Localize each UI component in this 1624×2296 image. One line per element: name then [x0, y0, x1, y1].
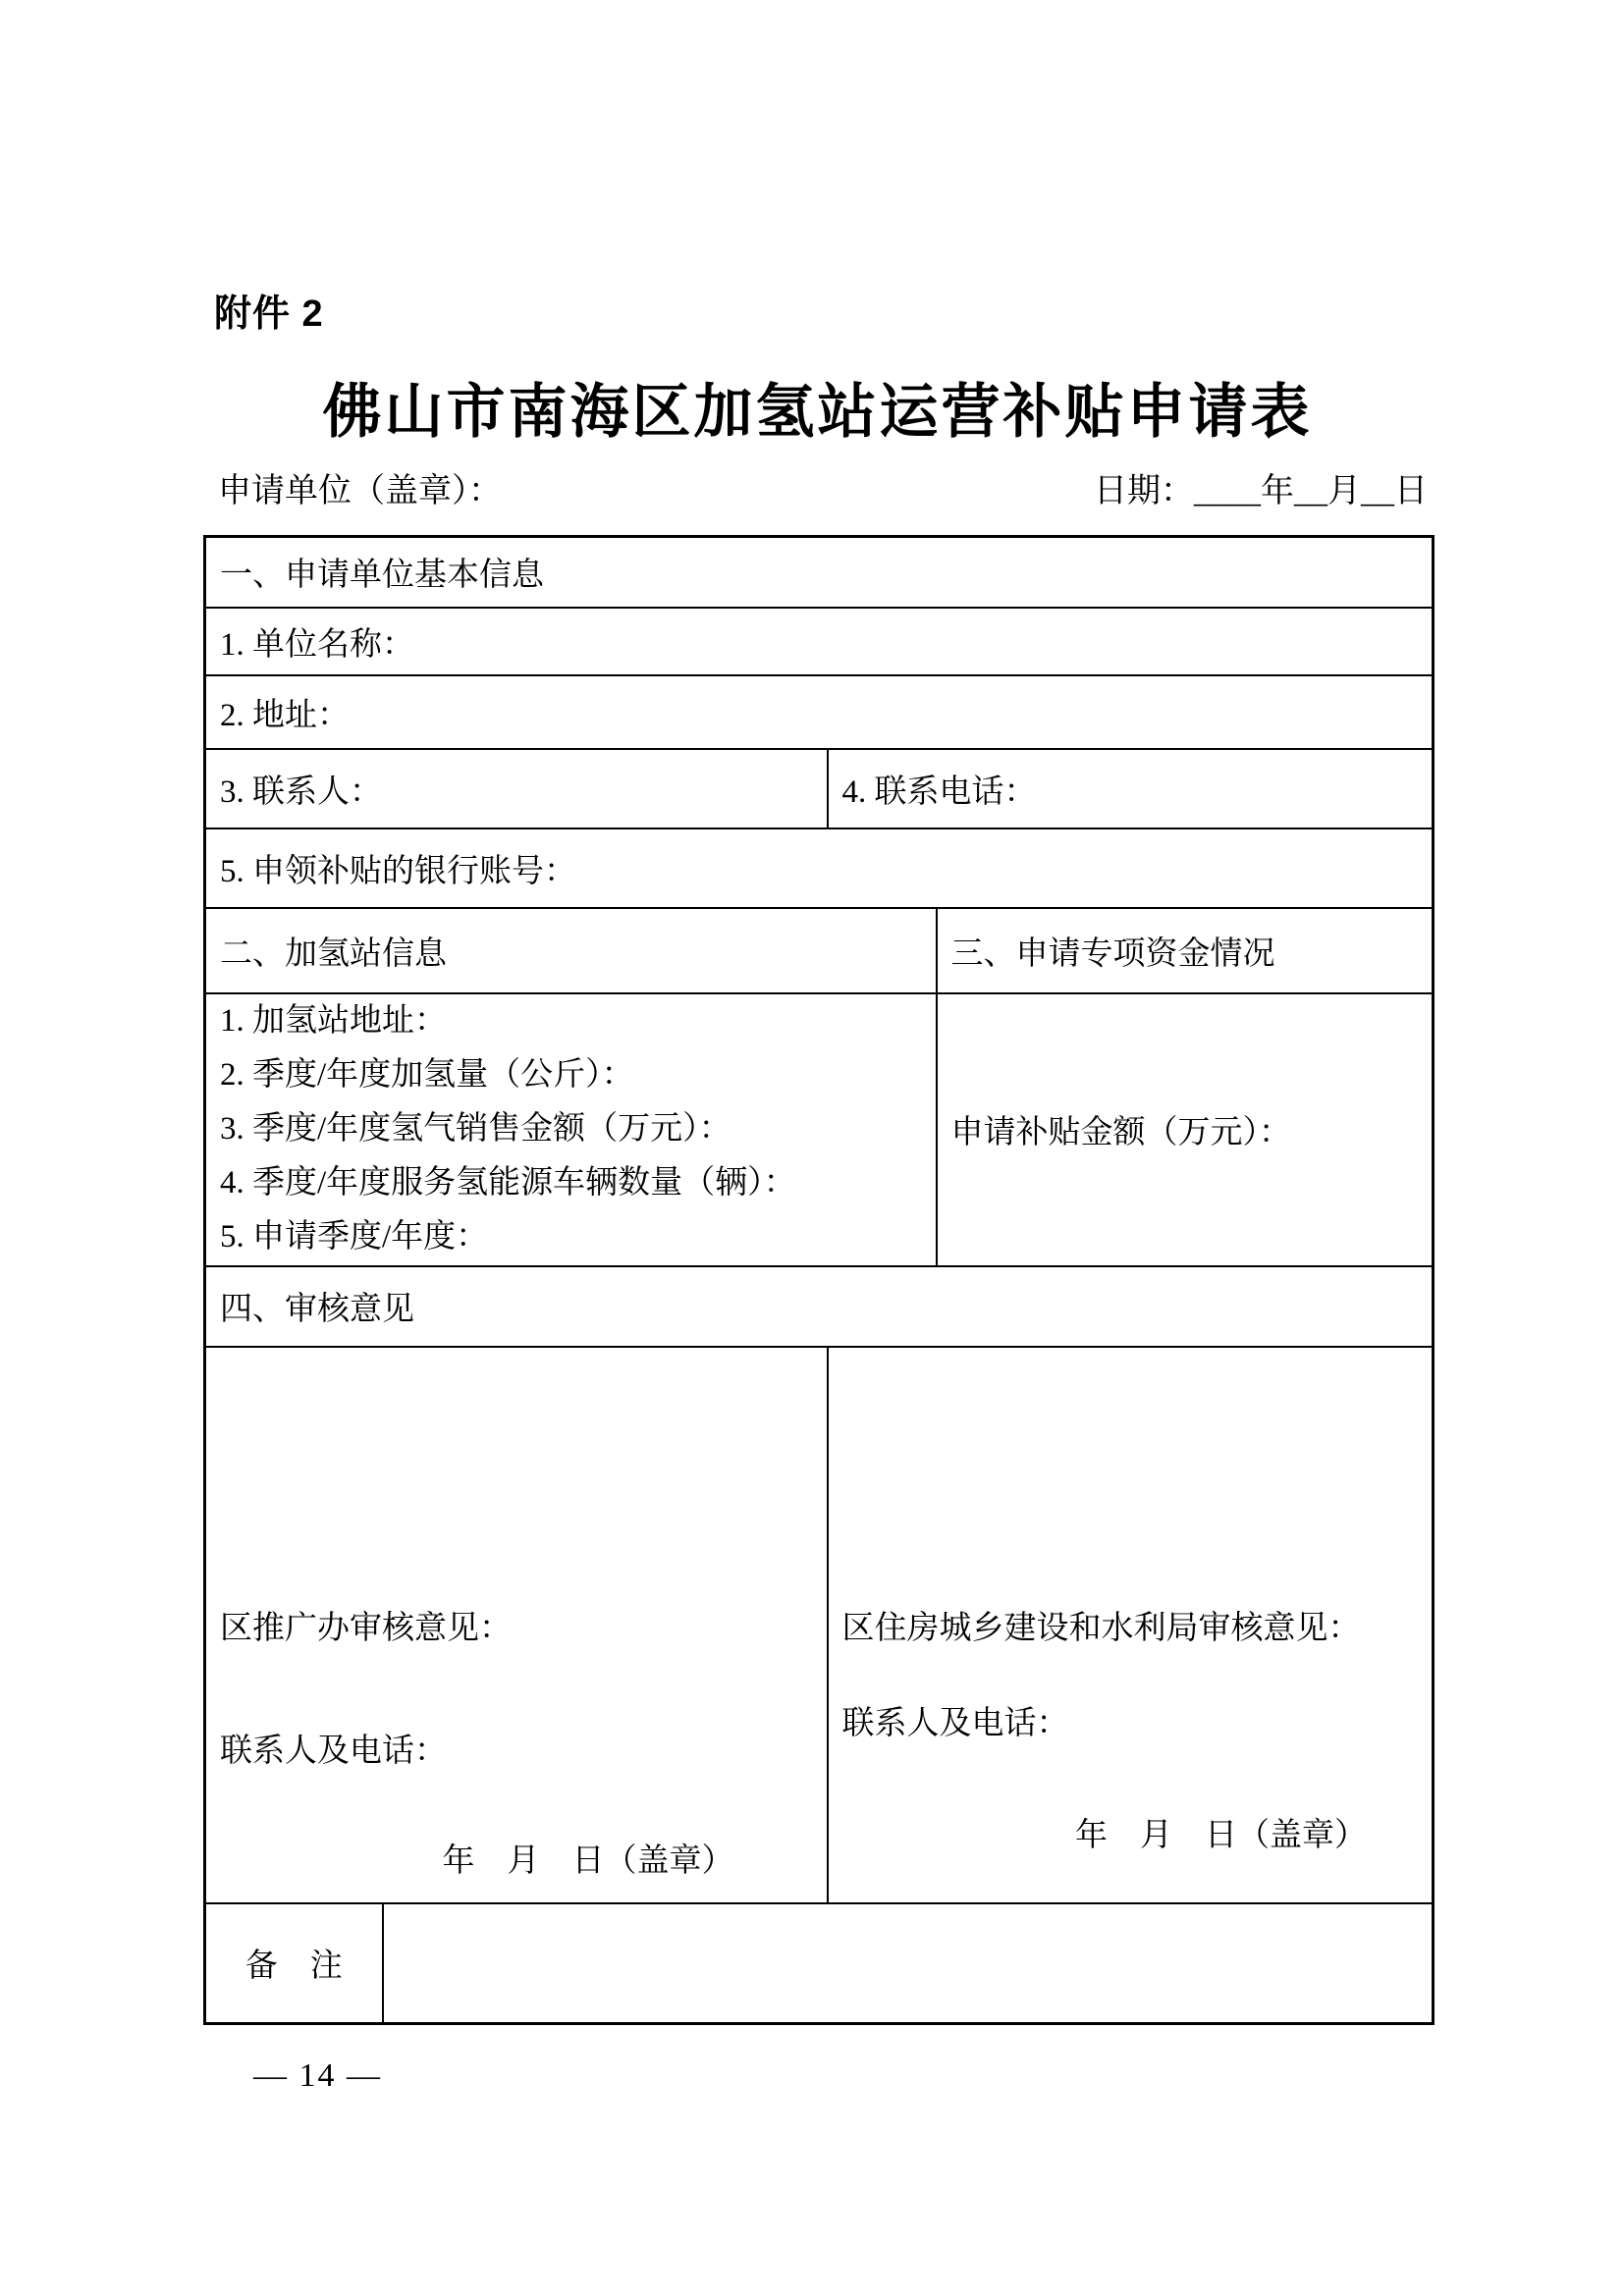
- promotion-office-review-cell: [205, 1347, 828, 1903]
- promotion-office-date-seal-line: 年 月 日（盖章）: [442, 1842, 734, 1879]
- subsidy-amount-field: 申请补贴金额（万元）：: [937, 993, 1434, 1266]
- date-fill-line: 日期：____年__月__日: [1094, 473, 1428, 509]
- hydrogen-volume-field: 2. 季度/年度加氢量（公斤）：: [220, 1057, 634, 1093]
- promotion-office-review-label: 区推广办审核意见：: [220, 1610, 512, 1646]
- vehicles-served-field: 4. 季度/年度服务氢能源车辆数量（辆）：: [220, 1165, 796, 1201]
- contact-person-field: 3. 联系人：: [205, 749, 828, 828]
- attachment-label: 附件 2: [214, 294, 324, 335]
- housing-bureau-review-label: 区住房城乡建设和水利局审核意见：: [841, 1610, 1361, 1646]
- bank-account-field: 5. 申领补贴的银行账号：: [205, 828, 1434, 908]
- applying-period-field: 5. 申请季度/年度：: [220, 1219, 489, 1255]
- applicant-unit-label: 申请单位（盖章）：: [218, 473, 502, 509]
- form-subheader: [218, 463, 1428, 511]
- section3-header: 三、申请专项资金情况: [937, 908, 1434, 993]
- contact-phone-field: 4. 联系电话：: [828, 749, 1434, 828]
- promotion-office-contact-label: 联系人及电话：: [220, 1733, 447, 1769]
- section4-header: 四、审核意见: [205, 1266, 1434, 1347]
- housing-bureau-date-seal-line: 年 月 日（盖章）: [1075, 1817, 1367, 1853]
- unit-name-field: 1. 单位名称：: [205, 608, 1434, 675]
- section2-header: 二、加氢站信息: [205, 908, 937, 993]
- application-form-table: [203, 535, 1435, 2025]
- address-field: 2. 地址：: [205, 675, 1434, 749]
- hydrogen-sales-field: 3. 季度/年度氢气销售金额（万元）：: [220, 1111, 731, 1147]
- housing-bureau-review-cell: [828, 1347, 1434, 1903]
- page-number: — 14 —: [253, 2057, 382, 2094]
- form-title: 佛山市南海区加氢站运营补贴申请表: [322, 379, 1313, 445]
- remark-label: 备 注: [205, 1903, 383, 2024]
- station-address-field: 1. 加氢站地址：: [220, 1003, 447, 1039]
- station-info-cell: [205, 993, 937, 1266]
- remark-value-cell: [383, 1903, 1434, 2024]
- section1-header: 一、申请单位基本信息: [205, 537, 1434, 608]
- housing-bureau-contact-label: 联系人及电话：: [841, 1705, 1069, 1741]
